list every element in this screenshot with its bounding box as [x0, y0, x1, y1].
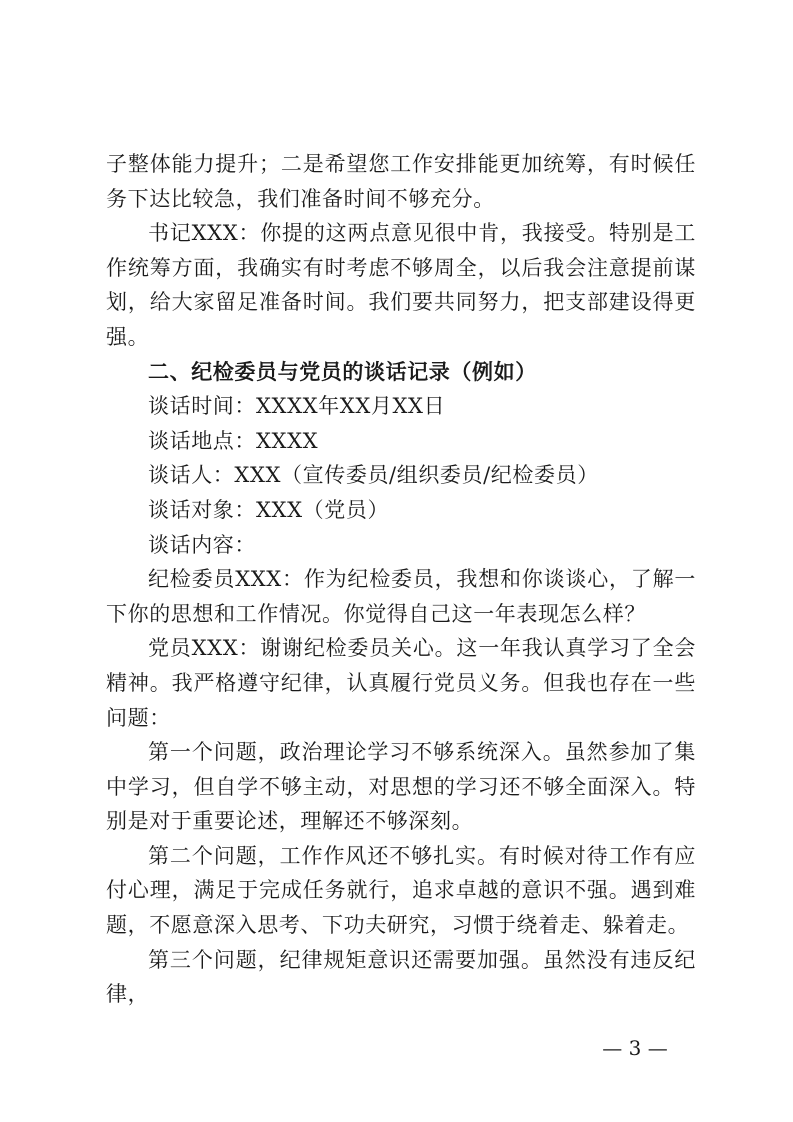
talk-content-label: 谈话内容：	[148, 532, 256, 557]
talk-interviewee: 谈话对象：XXX（党员）	[148, 497, 390, 522]
talk-location: 谈话地点：XXXX	[148, 428, 319, 453]
paragraph-secretary-reply: 书记XXX：你提的这两点意见很中肯，我接受。特别是工作统筹方面，我确实有时考虑不够周全，以后我会注意提前谋划，给大家留足准备时间。我们要共同努力，把支部建设得更强。	[106, 221, 696, 349]
paragraph-continuation: 子整体能力提升；二是希望您工作安排能更加统筹，有时候任务下达比较急，我们准备时间不够充分。	[106, 152, 696, 211]
talk-interviewer: 谈话人：XXX（宣传委员/组织委员/纪检委员）	[148, 463, 599, 488]
talk-time: 谈话时间：XXXX年XX月XX日	[148, 394, 446, 419]
paragraph-problem-three: 第三个问题，纪律规矩意识还需要加强。虽然没有违反纪律，	[106, 947, 696, 1007]
page-number: — 3 —	[602, 1036, 668, 1060]
document-body	[106, 147, 696, 1012]
section-heading: 二、纪检委员与党员的谈话记录（例如）	[148, 358, 537, 384]
paragraph-problem-two: 第二个问题，工作作风还不够扎实。有时候对待工作有应付心理，满足于完成任务就行，追求卓越的意识不强。遇到难题，不愿意深入思考、下功夫研究，习惯于绕着走、躲着走。	[106, 843, 696, 938]
paragraph-inspector-question: 纪检委员XXX：作为纪检委员，我想和你谈谈心，了解一下你的思想和工作情况。你觉得自己这一年表现怎么样？	[106, 567, 696, 626]
paragraph-problem-one: 第一个问题，政治理论学习不够系统深入。虽然参加了集中学习，但自学不够主动，对思想的学习还不够全面深入。特别是对于重要论述，理解还不够深刻。	[106, 740, 696, 834]
paragraph-member-answer: 党员XXX：谢谢纪检委员关心。这一年我认真学习了全会精神。我严格遵守纪律，认真履行党员义务。但我也存在一些问题：	[106, 636, 696, 730]
